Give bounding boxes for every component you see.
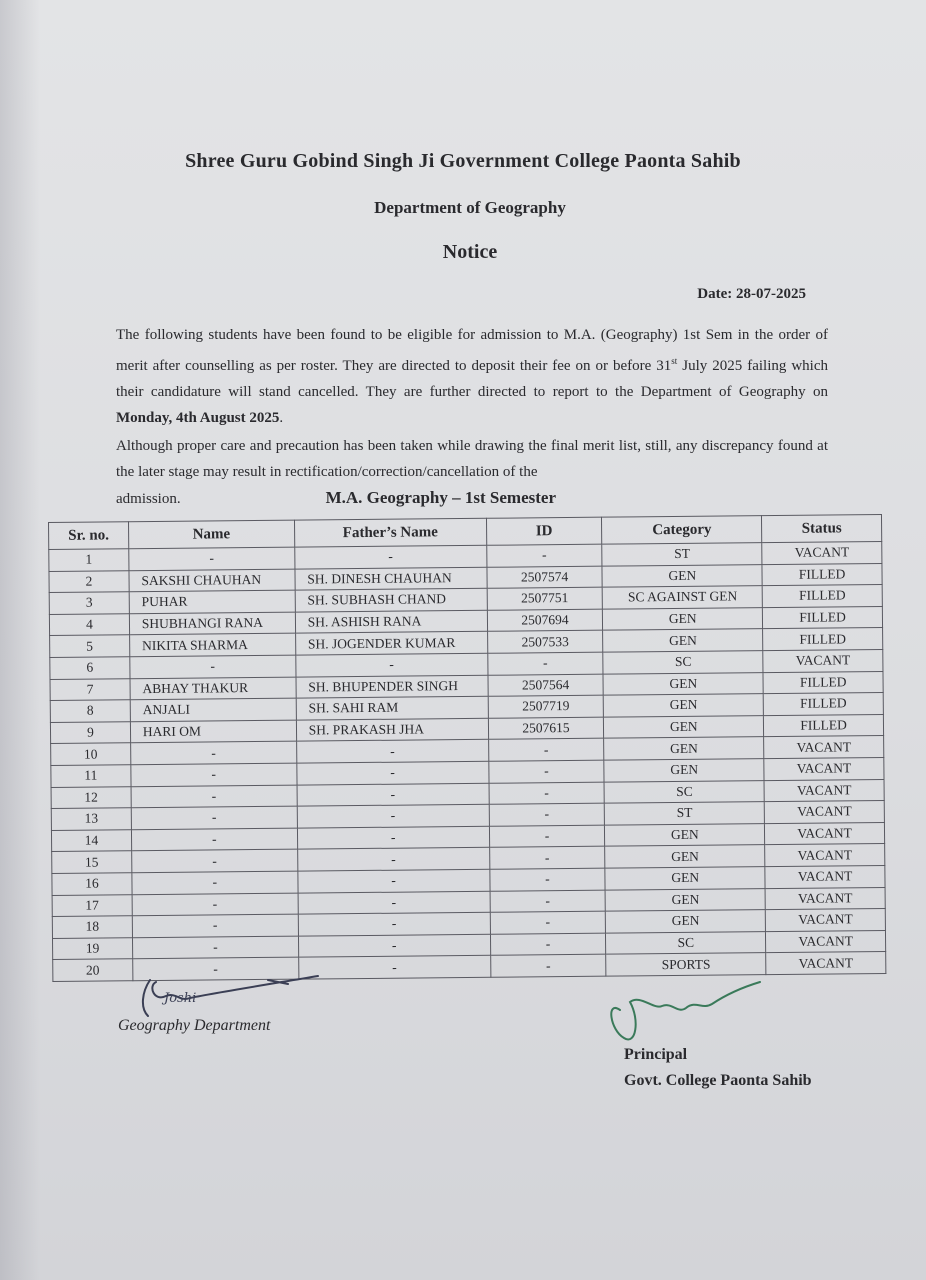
fathers-name-cell: - — [298, 891, 490, 914]
category-cell: GEN — [603, 607, 763, 630]
fathers-name-cell: SH. PRAKASH JHA — [296, 718, 488, 741]
category-cell: GEN — [605, 867, 765, 890]
fathers-name-cell: - — [297, 826, 489, 849]
status-cell: FILLED — [763, 671, 883, 694]
fathers-name-cell: - — [298, 956, 490, 979]
category-cell: SC — [606, 931, 766, 954]
id-cell: 2507574 — [487, 566, 603, 589]
status-cell: VACANT — [765, 844, 885, 867]
name-cell: PUHAR — [129, 590, 295, 613]
reporting-date: Monday, 4th August 2025 — [116, 410, 280, 426]
sr-no-cell: 15 — [52, 851, 132, 873]
semester-title: M.A. Geography – 1st Semester — [325, 488, 556, 507]
status-cell: VACANT — [764, 757, 884, 780]
fathers-name-cell: - — [297, 761, 489, 784]
sr-no-cell: 3 — [49, 592, 129, 614]
fathers-name-cell: SH. SAHI RAM — [296, 696, 488, 719]
fathers-name-cell: - — [298, 912, 490, 935]
para2-text-a: Although proper care and precaution has been taken while drawing the final merit list, still, any discrepancy found at the later stage may result in rectification/correction/cancellation of the — [116, 438, 828, 480]
id-cell: - — [489, 868, 605, 891]
name-cell: SHUBHANGI RANA — [129, 612, 295, 635]
id-cell: - — [490, 890, 606, 913]
fathers-name-cell: SH. BHUPENDER SINGH — [296, 675, 488, 698]
sr-no-cell: 17 — [52, 894, 132, 916]
sr-no-cell: 10 — [51, 743, 131, 765]
status-cell: FILLED — [763, 606, 883, 629]
category-cell: GEN — [605, 888, 765, 911]
id-cell: - — [489, 803, 605, 826]
sr-no-cell: 20 — [53, 959, 133, 981]
name-cell: - — [131, 806, 297, 829]
table-header-cell: ID — [486, 517, 602, 545]
merit-list-table — [48, 514, 886, 982]
para1-text-end: . — [279, 410, 284, 426]
geography-dept-signature — [118, 972, 328, 1022]
id-cell: 2507564 — [488, 674, 604, 697]
id-cell: 2507615 — [488, 717, 604, 740]
status-cell: VACANT — [766, 930, 886, 953]
status-cell: FILLED — [762, 585, 882, 608]
fathers-name-cell: SH. JOGENDER KUMAR — [295, 632, 487, 655]
name-cell: - — [129, 547, 295, 570]
fathers-name-cell: - — [296, 653, 488, 676]
svg-text:Joshi: Joshi — [164, 991, 197, 1006]
principal-college: Govt. College Paonta Sahib — [624, 1072, 812, 1089]
table-header-cell: Name — [128, 520, 294, 549]
fathers-name-cell: - — [298, 869, 490, 892]
status-cell: VACANT — [765, 822, 885, 845]
principal-title: Principal — [624, 1046, 688, 1063]
sr-no-cell: 1 — [49, 549, 129, 571]
id-cell: - — [490, 911, 606, 934]
sr-no-cell: 5 — [50, 635, 130, 657]
id-cell: 2507751 — [487, 587, 603, 610]
category-cell: GEN — [604, 715, 764, 738]
merit-list-table-wrap — [48, 514, 886, 982]
sr-no-cell: 4 — [49, 614, 129, 636]
status-cell: VACANT — [763, 649, 883, 672]
id-cell: 2507719 — [488, 695, 604, 718]
category-cell: ST — [602, 543, 762, 566]
eligibility-paragraph — [116, 322, 828, 431]
status-cell: FILLED — [764, 714, 884, 737]
status-cell: VACANT — [764, 736, 884, 759]
sr-no-cell: 12 — [51, 786, 131, 808]
category-cell: GEN — [604, 694, 764, 717]
sr-no-cell: 16 — [52, 873, 132, 895]
id-cell: - — [486, 544, 602, 567]
table-header-cell: Sr. no. — [49, 522, 129, 550]
name-cell: - — [133, 957, 299, 980]
status-cell: VACANT — [765, 865, 885, 888]
sr-no-cell: 8 — [50, 700, 130, 722]
category-cell: GEN — [603, 672, 763, 695]
table-header-cell: Status — [762, 514, 882, 542]
category-cell: SPORTS — [606, 953, 766, 976]
name-cell: - — [132, 893, 298, 916]
name-cell: - — [131, 763, 297, 786]
name-cell: - — [130, 655, 296, 678]
table-header-cell: Father’s Name — [294, 518, 486, 547]
id-cell: - — [488, 760, 604, 783]
status-cell: VACANT — [764, 801, 884, 824]
status-cell: VACANT — [764, 779, 884, 802]
category-cell: SC AGAINST GEN — [603, 586, 763, 609]
name-cell: - — [132, 936, 298, 959]
id-cell: - — [490, 933, 606, 956]
id-cell: 2507533 — [487, 631, 603, 654]
fathers-name-cell: - — [297, 783, 489, 806]
para1-text-a: The following students have been found to be eligible for admission to M.A. (Geography) 1st Sem in the order of merit after counselling as per roster. They are directed to deposit their fee on or before 31 — [116, 327, 828, 374]
id-cell: 2507694 — [487, 609, 603, 632]
fathers-name-cell: - — [295, 545, 487, 568]
status-cell: FILLED — [762, 563, 882, 586]
category-cell: GEN — [604, 737, 764, 760]
category-cell: GEN — [606, 910, 766, 933]
name-cell: NIKITA SHARMA — [129, 634, 295, 657]
para1-text-b: July 2025 failing which their candidature will stand cancelled. They are further directed to report to the Department of Geography on — [116, 358, 828, 400]
id-cell: - — [489, 782, 605, 805]
fathers-name-cell: - — [298, 934, 490, 957]
fathers-name-cell: - — [296, 740, 488, 763]
name-cell: - — [131, 785, 297, 808]
college-name: Shree Guru Gobind Singh Ji Government College Paonta Sahib — [185, 150, 741, 172]
table-header-cell: Category — [602, 516, 762, 545]
name-cell: ANJALI — [130, 698, 296, 721]
sr-no-cell: 19 — [52, 937, 132, 959]
notice-heading: Notice — [442, 241, 498, 263]
paper-shadow — [0, 0, 40, 1280]
sr-no-cell: 6 — [50, 657, 130, 679]
name-cell: ABHAY THAKUR — [130, 677, 296, 700]
name-cell: - — [132, 849, 298, 872]
sr-no-cell: 11 — [51, 765, 131, 787]
category-cell: GEN — [605, 845, 765, 868]
status-cell: FILLED — [763, 693, 883, 716]
fathers-name-cell: - — [297, 848, 489, 871]
name-cell: - — [132, 871, 298, 894]
name-cell: HARI OM — [130, 720, 296, 743]
sr-no-cell: 13 — [51, 808, 131, 830]
fathers-name-cell: SH. DINESH CHAUHAN — [295, 567, 487, 590]
sr-no-cell: 2 — [49, 570, 129, 592]
status-cell: VACANT — [765, 887, 885, 910]
notice-date: Date: 28-07-2025 — [697, 286, 806, 302]
name-cell: SAKSHI CHAUHAN — [129, 569, 295, 592]
sr-no-cell: 18 — [52, 916, 132, 938]
category-cell: GEN — [602, 564, 762, 587]
disclaimer-paragraph — [116, 433, 828, 512]
status-cell: VACANT — [765, 909, 885, 932]
category-cell: GEN — [603, 629, 763, 652]
geography-dept-label: Geography Department — [118, 1017, 271, 1034]
category-cell: ST — [605, 802, 765, 825]
status-cell: VACANT — [762, 541, 882, 564]
name-cell: - — [131, 741, 297, 764]
para1-superscript: st — [671, 356, 678, 366]
table-body — [49, 541, 886, 981]
name-cell: - — [132, 914, 298, 937]
principal-signature — [600, 980, 770, 1050]
id-cell: - — [490, 954, 606, 977]
para2-text-b: admission. — [116, 491, 181, 507]
department-title: Department of Geography — [374, 198, 566, 217]
fathers-name-cell: SH. SUBHASH CHAND — [295, 588, 487, 611]
status-cell: FILLED — [763, 628, 883, 651]
id-cell: - — [489, 825, 605, 848]
category-cell: SC — [604, 780, 764, 803]
id-cell: - — [489, 846, 605, 869]
category-cell: SC — [603, 651, 763, 674]
sr-no-cell: 9 — [50, 721, 130, 743]
sr-no-cell: 7 — [50, 678, 130, 700]
name-cell: - — [131, 828, 297, 851]
para2-last-line — [116, 485, 828, 512]
id-cell: - — [488, 739, 604, 762]
status-cell: VACANT — [766, 952, 886, 975]
fathers-name-cell: - — [297, 804, 489, 827]
category-cell: GEN — [605, 823, 765, 846]
id-cell: - — [487, 652, 603, 675]
sr-no-cell: 14 — [51, 829, 131, 851]
category-cell: GEN — [604, 759, 764, 782]
fathers-name-cell: SH. ASHISH RANA — [295, 610, 487, 633]
